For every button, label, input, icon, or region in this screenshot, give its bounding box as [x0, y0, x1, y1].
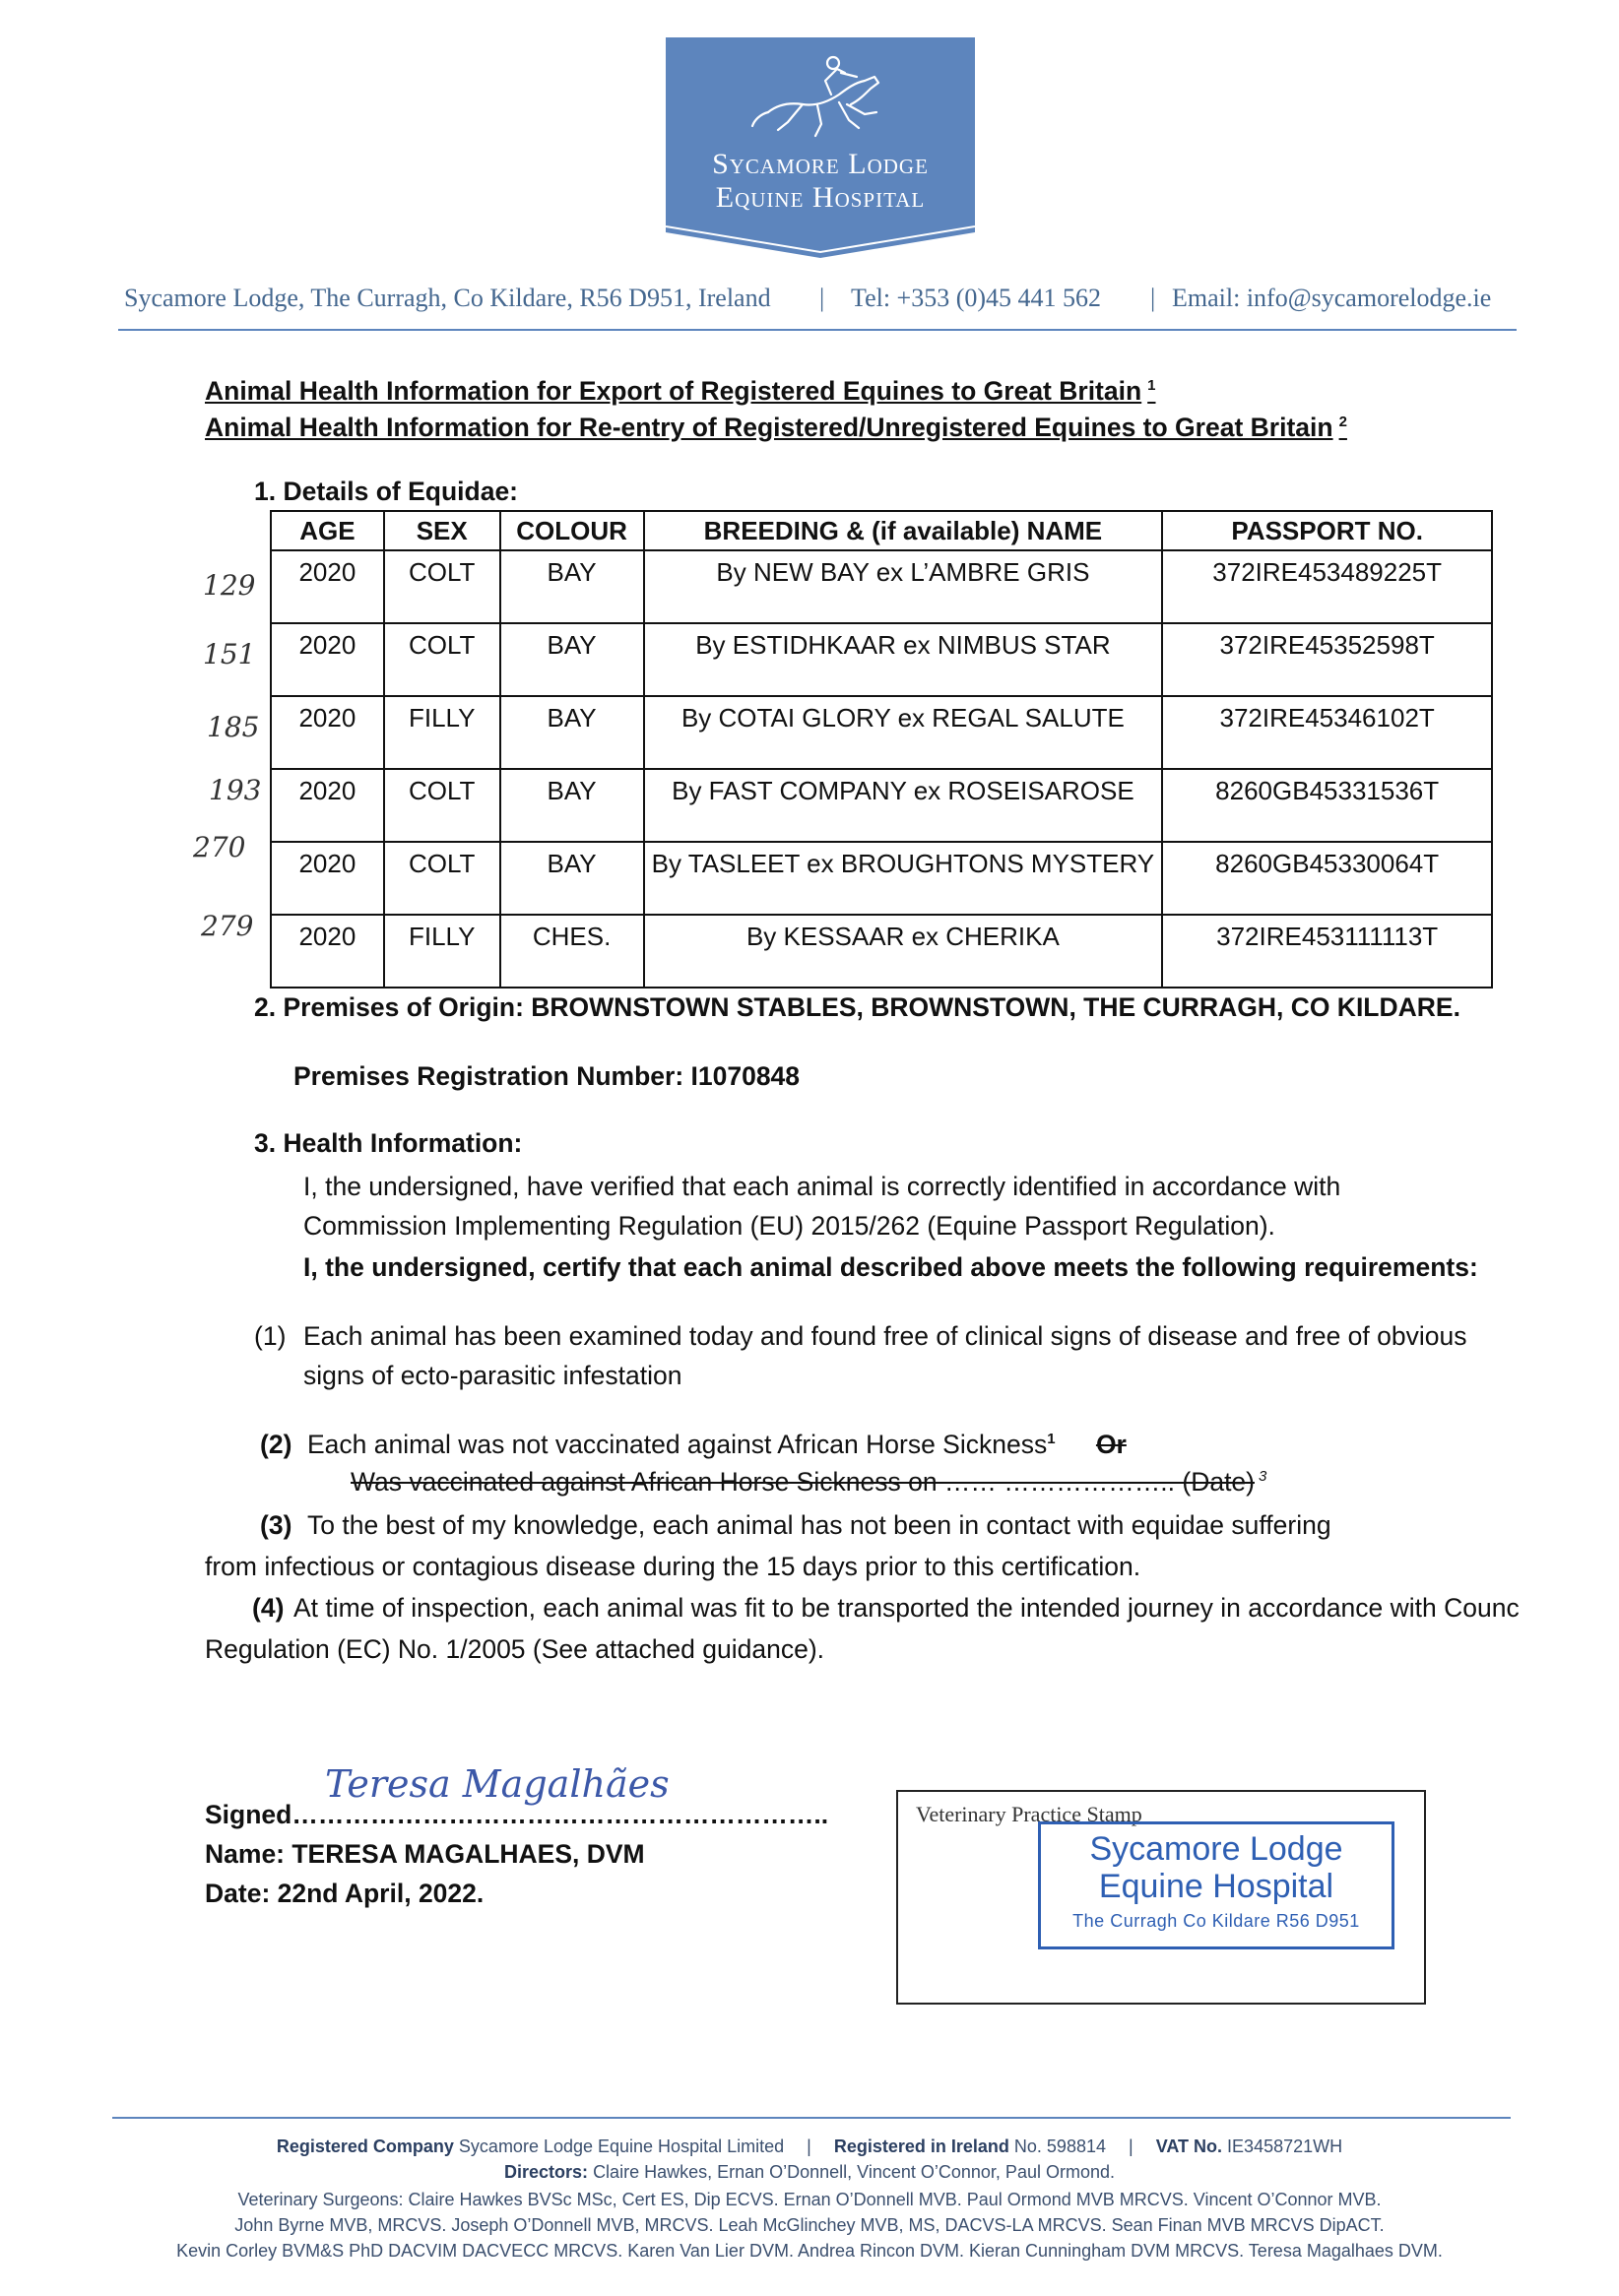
column-header: COLOUR — [500, 511, 644, 550]
item3-number: (3) — [260, 1510, 292, 1540]
section1-heading: 1. Details of Equidae: — [254, 477, 519, 506]
premises-registration: Premises Registration Number: I1070848 — [293, 1061, 801, 1091]
item4-text-line2: Regulation (EC) No. 1/2005 (See attached guidance). — [205, 1634, 825, 1664]
footer-label: Directors: — [504, 2162, 589, 2182]
sex-cell: COLT — [384, 623, 500, 696]
address-text: Sycamore Lodge, The Curragh, Co Kildare, R56 D951, Ireland — [124, 284, 771, 312]
colour-cell: BAY — [500, 769, 644, 842]
title-reentry-text: Animal Health Information for Re-entry of Registered/Unregistered Equines to Great Britain — [205, 413, 1333, 442]
verification-text-line2: Commission Implementing Regulation (EU) 2015/262 (Equine Passport Regulation). — [303, 1211, 1275, 1241]
sex-cell: COLT — [384, 550, 500, 623]
footer-surgeons-line2: John Byrne MVB, MRCVS. Joseph O’Donnell MVB, MRCVS. Leah McGlinchey MVB, MS, DACVS-LA MRCVS. Sean Finan MVB MRCVS DipACT. — [234, 2215, 1385, 2235]
age-cell: 2020 — [271, 915, 384, 988]
header-separator: | — [1150, 284, 1156, 312]
signatory-name: Name: TERESA MAGALHAES, DVM — [205, 1839, 645, 1869]
item3-text-line2: from infectious or contagious disease during the 15 days prior to this certification. — [205, 1552, 1141, 1581]
certification-statement: I, the undersigned, certify that each animal described above meets the following requirements: — [303, 1252, 1478, 1282]
item2-number: (2) — [260, 1430, 292, 1459]
title-reentry-footnote: 2 — [1338, 414, 1347, 431]
name-cell: By ESTIDHKAAR ex NIMBUS STAR — [644, 623, 1163, 696]
header-divider — [118, 329, 1517, 331]
handwritten-note: 151 — [203, 638, 256, 670]
table-row — [271, 842, 1492, 915]
item4-number: (4) — [252, 1593, 285, 1623]
table-row — [271, 623, 1492, 696]
email-text: Email: info@sycamorelodge.ie — [1172, 284, 1492, 312]
item1-number: (1) — [254, 1321, 287, 1351]
table-header-row — [271, 511, 1492, 550]
table-row — [271, 915, 1492, 988]
footer-directors: Claire Hawkes, Ernan O’Donnell, Vincent O’Connor, Paul Ormond. — [593, 2162, 1115, 2182]
passport-cell: 372IRE453489225T — [1162, 550, 1492, 623]
footer-label: VAT No. — [1155, 2137, 1223, 2156]
address-header — [124, 284, 1517, 323]
item2-vaccinated-text: Was vaccinated against African Horse Sickness on …… ……………….. (Date) — [351, 1467, 1255, 1497]
age-cell: 2020 — [271, 623, 384, 696]
name-cell: By FAST COMPANY ex ROSEISAROSE — [644, 769, 1163, 842]
telephone-text: Tel: +353 (0)45 441 562 — [851, 284, 1102, 312]
logo-line1: Sycamore Lodge — [712, 148, 929, 180]
name-cell: By NEW BAY ex L’AMBRE GRIS — [644, 550, 1163, 623]
table-row — [271, 550, 1492, 623]
footer-registration-number: No. 598814 — [1013, 2137, 1106, 2156]
table-row — [271, 696, 1492, 769]
passport-cell: 372IRE45352598T — [1162, 623, 1492, 696]
sex-cell: FILLY — [384, 915, 500, 988]
signed-line: Signed…………………………………………………….. — [205, 1800, 829, 1829]
name-cell: By COTAI GLORY ex REGAL SALUTE — [644, 696, 1163, 769]
footer-directors-line — [0, 2162, 1619, 2183]
column-header: PASSPORT NO. — [1162, 511, 1492, 550]
handwritten-note: 193 — [209, 774, 262, 806]
footer-label: Registered Company — [276, 2137, 454, 2156]
handwritten-note: 185 — [207, 711, 260, 743]
name-cell: By KESSAAR ex CHERIKA — [644, 915, 1163, 988]
logo-line2: Equine Hospital — [715, 181, 926, 214]
verification-text-line1: I, the undersigned, have verified that each animal is correctly identified in accordance with — [303, 1172, 1341, 1201]
footer-vat-number: IE3458721WH — [1227, 2137, 1343, 2156]
column-header: AGE — [271, 511, 384, 550]
footer-surgeons-line1: Veterinary Surgeons: Claire Hawkes BVSc MSc, Cert ES, Dip ECVS. Ernan O’Donnell MVB. Paul Ormond MVB MRCVS. Vincent O’Connor MVB. — [237, 2190, 1382, 2209]
item2-footnote: 1 — [1047, 1431, 1056, 1448]
age-cell: 2020 — [271, 769, 384, 842]
practice-stamp-label: Veterinary Practice Stamp — [916, 1802, 1142, 1826]
item2-text: Each animal was not vaccinated against African Horse Sickness — [307, 1430, 1048, 1459]
stamp-line1: Sycamore Lodge — [1089, 1830, 1343, 1868]
colour-cell: CHES. — [500, 915, 644, 988]
title-export-text: Animal Health Information for Export of Registered Equines to Great Britain — [205, 376, 1142, 406]
item1-text-line2: signs of ecto-parasitic infestation — [303, 1361, 682, 1390]
item2-text-line2-struck — [351, 1467, 1266, 1498]
column-header: BREEDING & (if available) NAME — [644, 511, 1163, 550]
colour-cell: BAY — [500, 550, 644, 623]
item4-text-line1: At time of inspection, each animal was fit to be transported the intended journey in accordance with Counc — [293, 1593, 1520, 1623]
colour-cell: BAY — [500, 696, 644, 769]
logo-banner — [666, 213, 975, 258]
hospital-logo — [666, 37, 975, 258]
stamp-line3: The Curragh Co Kildare R56 D951 — [1072, 1911, 1360, 1931]
age-cell: 2020 — [271, 696, 384, 769]
title-export — [205, 376, 1156, 407]
footer-divider — [112, 2117, 1511, 2119]
practice-stamp — [1038, 1821, 1394, 1949]
signature-date: Date: 22nd April, 2022. — [205, 1879, 485, 1908]
section3-heading: 3. Health Information: — [254, 1128, 523, 1158]
racehorse-icon — [748, 43, 896, 142]
signature: Teresa Magalhães — [325, 1762, 670, 1806]
section2-heading: 2. Premises of Origin: BROWNSTOWN STABLES, BROWNSTOWN, THE CURRAGH, CO KILDARE. — [254, 992, 1460, 1022]
column-header: SEX — [384, 511, 500, 550]
age-cell: 2020 — [271, 550, 384, 623]
passport-cell: 372IRE453111113T — [1162, 915, 1492, 988]
stamp-line2: Equine Hospital — [1098, 1868, 1334, 1905]
handwritten-note: 270 — [193, 831, 246, 863]
sex-cell: COLT — [384, 769, 500, 842]
title-reentry — [205, 413, 1347, 443]
name-cell: By TASLEET ex BROUGHTONS MYSTERY — [644, 842, 1163, 915]
equidae-table — [270, 510, 1493, 989]
passport-cell: 372IRE45346102T — [1162, 696, 1492, 769]
title-export-footnote: 1 — [1147, 377, 1156, 395]
handwritten-note: 279 — [201, 910, 254, 942]
footer-surgeons-line3: Kevin Corley BVM&S PhD DACVIM DACVECC MRCVS. Karen Van Lier DVM. Andrea Rincon DVM. Kieran Cunningham DVM MRCVS. Teresa Magalhaes DVM. — [176, 2241, 1443, 2261]
age-cell: 2020 — [271, 842, 384, 915]
footer-label: Registered in Ireland — [833, 2137, 1009, 2156]
sex-cell: FILLY — [384, 696, 500, 769]
sex-cell: COLT — [384, 842, 500, 915]
colour-cell: BAY — [500, 842, 644, 915]
item2-or: Or — [1095, 1430, 1127, 1459]
colour-cell: BAY — [500, 623, 644, 696]
handwritten-note: 129 — [203, 569, 256, 602]
passport-cell: 8260GB45331536T — [1162, 769, 1492, 842]
table-row — [271, 769, 1492, 842]
item3-text-line1: To the best of my knowledge, each animal has not been in contact with equidae suffering — [307, 1510, 1331, 1540]
footer-company-line: Registered Company Sycamore Lodge Equine Hospital Limited | Registered in Ireland No. 598814 | VAT No. IE3458721WH — [276, 2137, 1343, 2156]
footer-company-name: Sycamore Lodge Equine Hospital Limited — [458, 2137, 785, 2156]
item2-footnote: 3 — [1259, 1468, 1267, 1486]
item1-text-line1: Each animal has been examined today and found free of clinical signs of disease and free of obvious — [303, 1321, 1467, 1351]
header-separator: | — [819, 284, 825, 312]
item2-text-line1 — [307, 1430, 1127, 1460]
passport-cell: 8260GB45330064T — [1162, 842, 1492, 915]
